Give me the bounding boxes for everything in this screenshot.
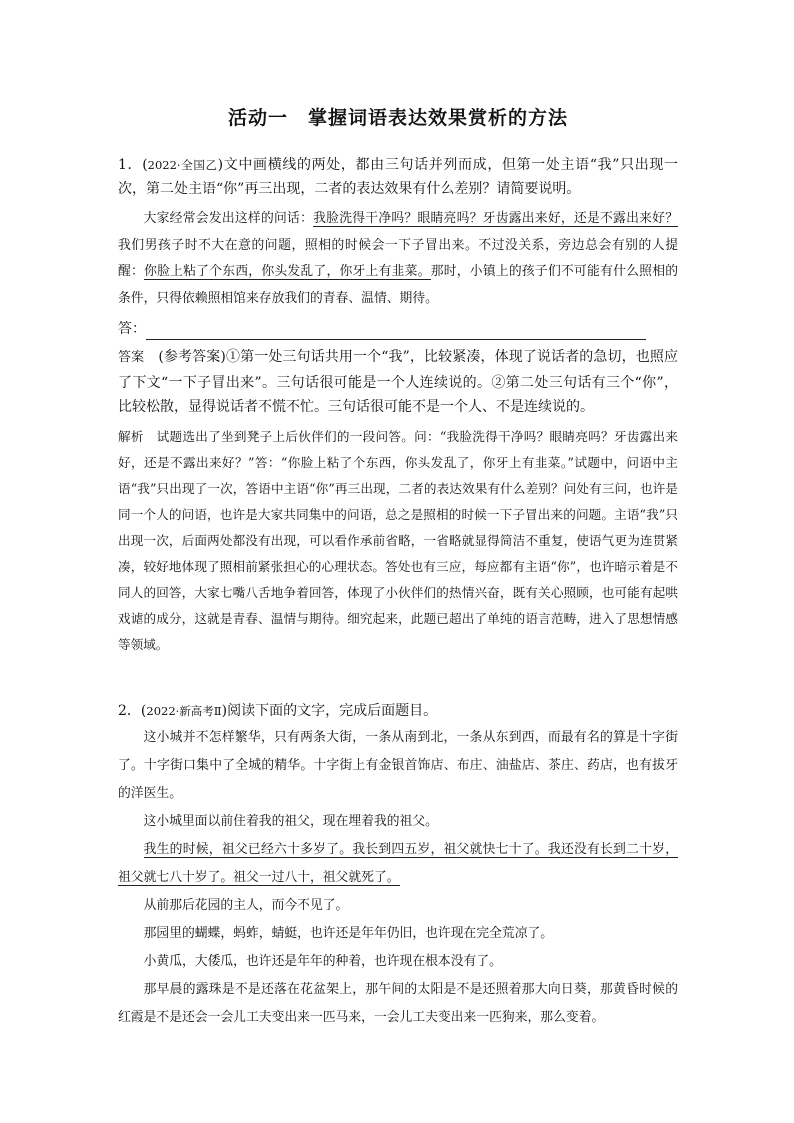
question-2 bbox=[118, 699, 678, 723]
question-1-passage bbox=[118, 206, 678, 312]
story-paragraph-2: 这小城里面以前住着我的祖父，现在埋着我的祖父。 bbox=[143, 814, 438, 829]
answer-text: (参考答案)①第一处三句话共用一个“我”，比较紧凑，体现了说话者的急切，也照应了下文“一下子冒出来”。三句话很可能是一个人连续说的。②第二处三句话有三个“你”，比较松散，显得说话者不慌不忙。三句话很可能不是一个人、不是连续说的。 bbox=[118, 349, 678, 415]
question-1 bbox=[118, 153, 678, 201]
answer-blank-line[interactable] bbox=[146, 324, 646, 340]
question-2-passage bbox=[118, 724, 678, 1032]
story-underline: 我生的时候，祖父已经六十多岁了。我长到四五岁，祖父就快七十了。我还没有长到二十岁，祖父就七八十岁了。祖父一过八十，祖父就死了。 bbox=[118, 842, 678, 885]
question-1-number: 1．( bbox=[118, 157, 148, 173]
passage-text-c: 那时，小镇上的孩子们不可能有什么照相的条件，只得依赖照相馆来存放我们的青春、温情、期待。 bbox=[118, 264, 679, 306]
passage-text-a: 大家经常会发出这样的问话： bbox=[143, 211, 314, 226]
analysis-block bbox=[118, 424, 678, 658]
answer-blank-row bbox=[118, 318, 678, 340]
story-paragraph-5: 那园里的蝴蝶，蚂蚱，蜻蜓，也许还是年年仍旧，也许现在完全荒凉了。 bbox=[143, 926, 554, 941]
question-2-text: )阅读下面的文字，完成后面题目。 bbox=[221, 703, 438, 719]
answer-prompt: 答： bbox=[118, 321, 146, 337]
story-paragraph-1: 这小城并不怎样繁华，只有两条大街，一条从南到北，一条从东到西，而最有名的算是十字街了。十字街口集中了全城的精华。十字街上有金银首饰店、布庄、油盐店、茶庄、药店，也有拔牙的洋医生。 bbox=[118, 730, 678, 801]
passage-underline-1: 我脸洗得干净吗？眼睛亮吗？牙齿露出来好，还是不露出来好？ bbox=[313, 211, 679, 226]
passage-underline-2: 你脸上粘了个东西，你头发乱了，你牙上有韭菜。 bbox=[144, 264, 431, 279]
question-2-source: 2022·新高考Ⅱ bbox=[146, 704, 222, 718]
story-paragraph-7: 那早晨的露珠是不是还落在花盆架上，那午间的太阳是不是还照着那大向日葵，那黄昏时候的红霞是不是还会一会儿工夫变出来一匹马来，一会儿工夫变出来一匹狗来，那么变着。 bbox=[118, 982, 678, 1025]
analysis-label: 解析 bbox=[118, 429, 144, 444]
question-1-text: )文中画横线的两处，都由三句话并列而成，但第一处主语“我”只出现一次，第二处主语“你”再三出现，二者的表达效果有什么差别？请简要说明。 bbox=[118, 157, 678, 197]
question-1-source: 2022·全国乙 bbox=[147, 158, 218, 172]
answer-block bbox=[118, 345, 678, 420]
page-title: 活动一 掌握词语表达效果赏析的方法 bbox=[227, 107, 568, 129]
story-paragraph-4: 从前那后花园的主人，而今不见了。 bbox=[143, 898, 349, 913]
answer-label: 答案 bbox=[118, 350, 145, 365]
story-paragraph-3 bbox=[118, 836, 678, 892]
story-paragraph-6: 小黄瓜，大倭瓜，也许还是年年的种着，也许现在根本没有了。 bbox=[143, 954, 502, 969]
question-2-number: 2．( bbox=[118, 703, 147, 719]
passage-text-b: 我们男孩子时不大在意的问题，照相的时候会一下子冒出来。不过没关系，旁边总会有别的人提醒： bbox=[118, 237, 678, 279]
analysis-text: 试题选出了坐到凳子上后伙伴们的一段问答。问：“我脸洗得干净吗？眼睛亮吗？牙齿露出来好，还是不露出来好？”答：“你脸上粘了个东西，你头发乱了，你牙上有韭菜。”试题中，问语中主语“我”只出现了一次，答语中主语“你”再三出现，二者的表达效果有什么差别？问处有三问，也许是同一个人的问语，也许是大家共同集中的问语，总之是照相的时候一下子冒出来的问题。主语“我”只出现一次，后面两处都没有出现，可以看作承前省略，一省略就显得简洁不重复，使语气更为连贯紧凑，较好地体现了照相前紧张担心的心理状态。答处也有三应，每应都有主语“你”，也许暗示着是不同人的回答，大家七嘴八舌地争着回答，体现了小伙伴们的热情兴奋，既有关心照顾，也可能有起哄戏谑的成分，这就是青春、温情与期待。细究起来，此题已超出了单纯的语言范畴，进入了思想情感等领域。 bbox=[118, 429, 678, 652]
